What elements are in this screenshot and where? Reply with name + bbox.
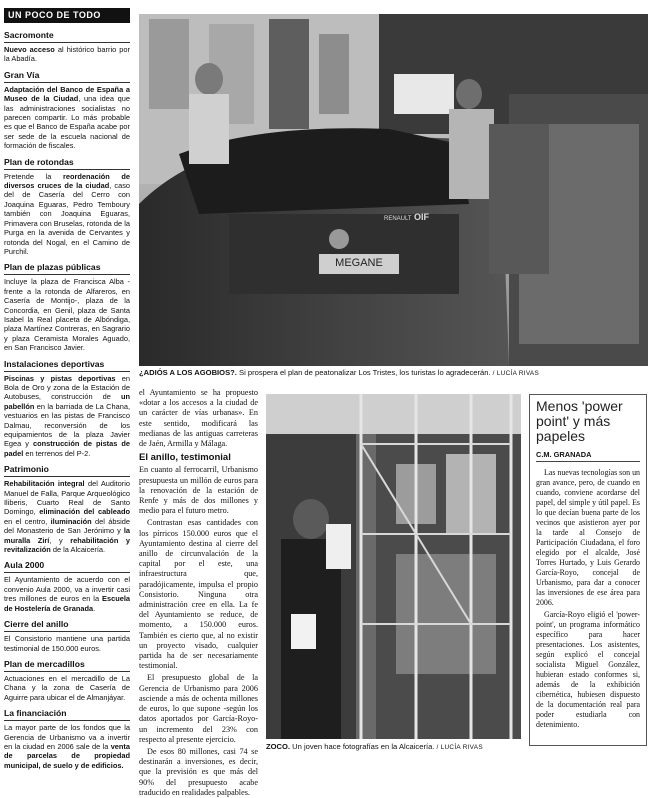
box-paragraph: Las nuevas tecnologías son un gran avance, pero, de cuando en cuando, conviene acordarse del papel, del simple y útil papel. Es lo que decían buena parte de los vecinos que asistieron ayer por la tarde al Consejo de Participación Ciudadana, el foro elegido por el alcalde, José Torres Hurtado, y Luis Gerardo García-Royo, concejal de Urbanismo, para dar a conocer las inversiones de ese área para 2006.: [536, 468, 640, 607]
sidebar-item-body: El Consistorio mantiene una partida testimonial de 150.000 euros.: [4, 634, 130, 653]
car-brand-text: RENAULT: [384, 216, 412, 222]
sidebar-item-title: Cierre del anillo: [4, 619, 130, 632]
sidebar-box-power-point: [529, 394, 647, 746]
box-headline: Menos 'power point' y más papeles: [536, 398, 623, 444]
sidebar-item-body: La mayor parte de los fondos que la Gerencia de Urbanismo va a invertir en la ciudad en 2006 sale de la venta de parcelas de propiedad municipal, de suelo y de edificios.: [4, 723, 130, 770]
sidebar-item-body: Rehabilitación integral del Auditorio Manuel de Falla, Parque Arqueológico Iliberis, Cuarto Real de Santo Domingo, eliminación del cableado en el centro, iluminación del ábside del Monasterio de San Jerónimo y la muralla Zirí, y rehabilitación y revitalización de la Alcaicería.: [4, 479, 131, 555]
article-paragraph: De esos 80 millones, casi 74 se destinarán a inversiones, es decir, que la previsión es que más del 90% del presupuesto acabe traducido en realidades palpables.: [139, 746, 258, 797]
sidebar-news-item: [4, 262, 130, 352]
sidebar-item-title: Patrimonio: [4, 464, 130, 477]
sidebar-item-body: El Ayuntamiento de acuerdo con el convenio Aula 2000, va a invertir casi tres millones de euros en la Escuela de Hostelería de Granada.: [4, 575, 130, 613]
sidebar-item-body: Nuevo acceso al histórico barrio por la Abadía.: [4, 45, 130, 64]
article-body: [139, 388, 258, 797]
article-paragraph: el Ayuntamiento se ha propuesto «dotar a los accesos a la ciudad de un carácter de vías urbanas». En este sentido, modificará las medianas de las antiguas carreteras de Jaén, Armilla y Málaga.: [139, 388, 258, 449]
photo-caption-zoco: ZOCO. Un joven hace fotografías en la Alcaicería. / LUCÍA RIVAS: [266, 742, 483, 751]
article-paragraph: En cuanto al ferrocarril, Urbanismo presupuesta un millón de euros para la renovación de la estación de Renfe y más de dos millones y medio para el futuro metro.: [139, 465, 258, 516]
sidebar-item-body: Pretende la reordenación de diversos cruces de la ciudad, caso del de Casería del Cerro con Joaquina Eguaras, Pedro Temboury también con Joaquina Eguaras, Primavera con Bruselas, rotonda de la Purga en la avenida de Cervantes y rotonda del Nogal, en el Camino de Purchil.: [4, 171, 130, 256]
sidebar-news-item: [4, 659, 130, 702]
article-paragraph: Contrastan esas cantidades con los pírricos 150.000 euros que el Ayuntamiento destina al cierre del anillo de circunvalación de la capital por el este, una infraestructura que, paradójicamente, impulsa el propio Consistorio. Ninguna otra administración cree en ella. La fe del Ayuntamiento se reduce, de momento, a 150.000 euros. También es cierto que, al no existir un proyecto visado, cualquier partida ha de ser necesariamente testimonial.: [139, 518, 258, 671]
sidebar-news-item: [4, 464, 130, 554]
sidebar-news-item: [4, 70, 130, 151]
alcaiceria-photo: [266, 394, 521, 739]
sidebar-item-body: Adaptación del Banco de España a Museo de la Ciudad, una idea que las administraciones socialistas no parecen compartir. Lo más probable es que el Banco de España acabe por ser sede de la escuela nacional de formación de fiscales.: [4, 84, 130, 151]
sidebar-news-item: [4, 708, 130, 770]
sidebar-item-title: Plan de rotondas: [4, 157, 130, 170]
box-paragraph: García-Royo eligió el 'power-point', un programa informático específico para hacer presentaciones. Los asistentes, según explicó el concejal socialista Miguel González, hubieran estado conformes si, además de la exhibición cibernética, hubiesen dispuesto de la documentación real para poder estudiarla con detenimiento.: [536, 610, 640, 729]
sidebar-news-item: [4, 560, 130, 613]
sidebar-news-list: [4, 30, 131, 770]
sidebar-item-title: Sacromonte: [4, 30, 130, 43]
car-model-text: MEGANE: [335, 257, 383, 269]
sidebar-item-title: Plan de plazas públicas: [4, 262, 130, 275]
section-label: UN POCO DE TODO: [4, 8, 130, 23]
sidebar-item-title: Aula 2000: [4, 560, 130, 573]
article-subhead: El anillo, testimonial: [139, 452, 231, 464]
photo-caption-street: ¿ADIÓS A LOS AGOBIOS?. Si prospera el plan de peatonalizar Los Tristes, los turistas lo agradecerán. / LUCÍA RIVAS: [139, 368, 540, 377]
article-paragraph: El presupuesto global de la Gerencia de Urbanismo para 2006 asciende a más de ochenta millones de euros, lo que supone -según los datos aportados por García-Royo- un incremento del 23% con respecto al presente ejercicio.: [139, 673, 258, 744]
sidebar-item-body: Piscinas y pistas deportivas en Bola de Oro y zona de la Estación de Autobuses, construcción de un pabellón en la barriada de La Chana, vestuarios en las pistas de Francisco Dalmau, reconversión de los equipamientos de la plaza Javier Egea y construcción de pistas de padel en terrenos del P-2.: [4, 373, 131, 458]
street-car-photo: [139, 14, 648, 366]
box-byline: C.M. GRANADA: [536, 450, 640, 462]
sidebar-item-title: Plan de mercadillos: [4, 659, 130, 672]
box-body: [536, 468, 640, 730]
sidebar-item-title: Gran Vía: [4, 70, 130, 83]
sidebar-news-item: [4, 359, 130, 459]
car-plate-text: OIF: [414, 212, 429, 222]
sidebar-item-title: La financiación: [4, 708, 130, 721]
sidebar-news-item: [4, 157, 130, 257]
sidebar-news-item: [4, 619, 130, 653]
sidebar-item-body: Actuaciones en el mercadillo de La Chana y la zona de Casería de Aguirre para ubicar el de Almanjáyar.: [4, 673, 130, 702]
sidebar-item-body: Incluye la plaza de Francisca Alba -frente a la rotonda de Alfareros, en Casería de Montijo-, plaza de la Concordia, en Genil, plaza de Santa Isabel la Real placeta de Albóndiga, plaza Martínez Contreras, en Sagrario y plaza Ceramista Morales Aguado, en San Francisco Javier.: [4, 277, 130, 353]
sidebar-item-title: Instalaciones deportivas: [4, 359, 130, 372]
sidebar-news-item: [4, 30, 130, 64]
